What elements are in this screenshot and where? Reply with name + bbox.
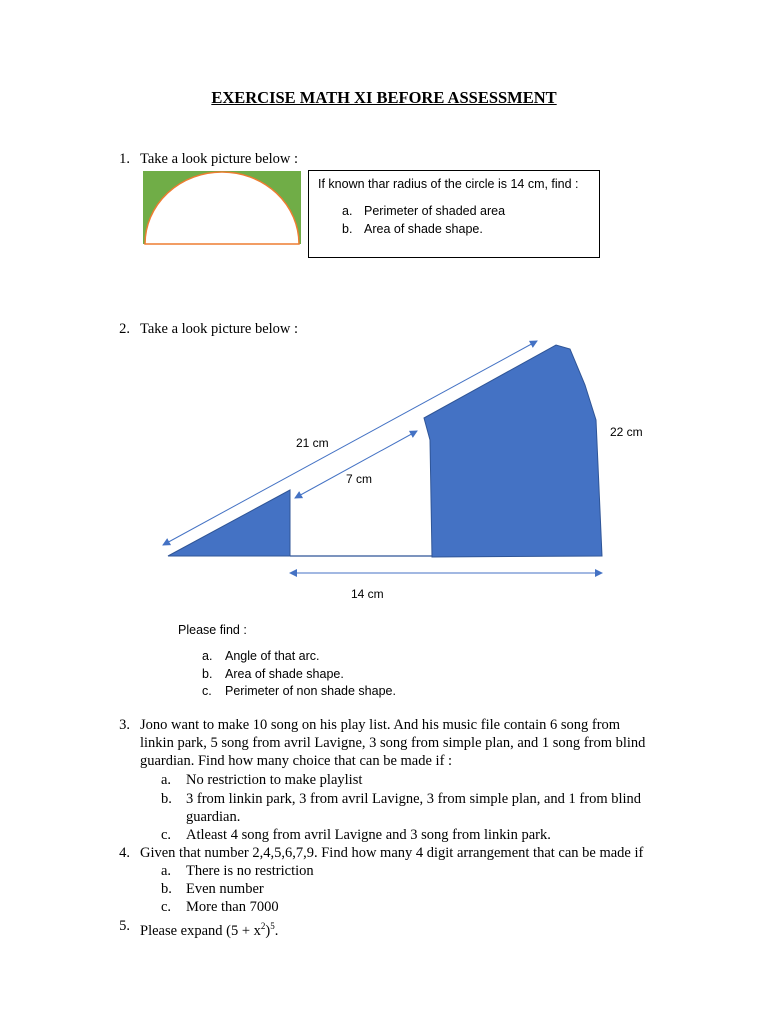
- q4-text: Given that number 2,4,5,6,7,9. Find how many 4 digit arrangement that can be made if: [140, 845, 644, 861]
- q1-item-b-text: Area of shade shape.: [364, 222, 483, 236]
- q2-item-b-text: Area of shade shape.: [225, 667, 344, 681]
- q2-text: Take a look picture below :: [140, 321, 299, 337]
- q5-number: 5.: [119, 918, 130, 934]
- q1-box-text: If known thar radius of the circle is 14 cm, find :: [318, 177, 579, 191]
- q2-item-c-letter: c.: [202, 684, 212, 698]
- q2-large-shape: [424, 345, 602, 557]
- q1-item-a-letter: a.: [342, 204, 353, 218]
- q3-line-1: Jono want to make 10 song on his play list. And his music file contain 6 song from: [140, 717, 621, 733]
- q3-item-c-letter: c.: [161, 827, 172, 843]
- q4-number: 4.: [119, 845, 130, 861]
- q2-item-a-letter: a.: [202, 649, 213, 663]
- q2-number: 2.: [119, 321, 130, 337]
- q3-item-a-letter: a.: [161, 772, 172, 788]
- q4-item-b-letter: b.: [161, 881, 172, 897]
- q4-item-a-text: There is no restriction: [186, 863, 314, 879]
- q4-item-b-text: Even number: [186, 881, 264, 897]
- page-title: EXERCISE MATH XI BEFORE ASSESSMENT: [211, 88, 557, 107]
- q4-item-a-letter: a.: [161, 863, 172, 879]
- q1-text: Take a look picture below :: [140, 151, 299, 167]
- q4-item-c-text: More than 7000: [186, 899, 279, 915]
- q4-item-c-letter: c.: [161, 899, 172, 915]
- q1-item-a-text: Perimeter of shaded area: [364, 204, 506, 218]
- q1-number: 1.: [119, 151, 130, 167]
- q5-text-pre: Please expand (5 + x: [140, 922, 261, 939]
- q3-item-c-text: Atleast 4 song from avril Lavigne and 3 song from linkin park.: [186, 827, 551, 843]
- q2-item-c-text: Perimeter of non shade shape.: [225, 684, 396, 698]
- q5-text-mid: ): [265, 922, 271, 939]
- q3-item-b-letter: b.: [161, 791, 172, 807]
- q3-item-a-text: No restriction to make playlist: [186, 772, 363, 788]
- q3-number: 3.: [119, 717, 130, 733]
- q2-label-inner: 7 cm: [346, 472, 373, 486]
- q3-line-3: guardian. Find how many choice that can be made if :: [140, 753, 453, 769]
- q3-line-2: linkin park, 5 song from avril Lavigne, 3 song from simple plan, and 1 song from blind: [140, 735, 646, 751]
- q2-item-b-letter: b.: [202, 667, 213, 681]
- q3-item-b-line-2: guardian.: [186, 809, 241, 825]
- q5-sup-1: 2: [260, 921, 266, 931]
- q2-small-triangle: [168, 490, 290, 556]
- q5-text: [140, 917, 278, 940]
- q1-item-b-letter: b.: [342, 222, 353, 236]
- q5-sup-2: 5: [270, 921, 275, 931]
- q2-label-right: 22 cm: [610, 425, 643, 439]
- q2-find-label: Please find :: [178, 623, 247, 637]
- q2-item-a-text: Angle of that arc.: [225, 649, 320, 663]
- q2-label-slant: 21 cm: [296, 436, 329, 450]
- q2-label-base: 14 cm: [351, 587, 384, 601]
- q3-item-b-line-1: 3 from linkin park, 3 from avril Lavigne, 3 from simple plan, and 1 from blind: [186, 791, 642, 807]
- q5-text-post: .: [274, 922, 279, 939]
